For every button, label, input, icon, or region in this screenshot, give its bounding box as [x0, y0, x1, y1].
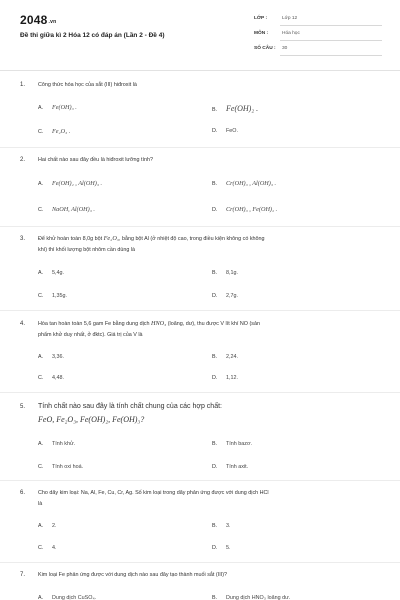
option-b[interactable]: [212, 354, 238, 360]
option-label: B.: [212, 354, 218, 360]
option-text: Dung dịch CuSO₄.: [52, 595, 97, 600]
option-label: D.: [212, 464, 218, 470]
meta-key: LỚP :: [254, 16, 268, 21]
option-label: A.: [38, 105, 44, 111]
option-d[interactable]: [212, 375, 238, 381]
question-text: Tính chất nào sau đây là tính chất chung của các hợp chất:: [38, 403, 222, 410]
option-text: 5.: [226, 545, 231, 551]
question-text: Hai chất nào sau đây đều là hiđroxit lưỡng tính?: [38, 157, 154, 163]
option-c[interactable]: [38, 375, 64, 381]
exam-title: Đề thi giữa kì 2 Hóa 12 có đáp án (Lần 2 - Đề 4): [20, 32, 165, 39]
option-label: C.: [38, 207, 44, 213]
option-text: Fe(OH)₂ .: [226, 104, 259, 113]
question-text: [38, 234, 378, 244]
page-header: [0, 0, 400, 64]
option-d[interactable]: [212, 293, 238, 299]
option-text: Tính khử.: [52, 441, 76, 447]
question-formula: Fe₂O₃: [103, 235, 119, 242]
meta-key: MÔN :: [254, 31, 269, 36]
option-label: A.: [38, 595, 44, 600]
question-separator: [0, 392, 400, 393]
option-text: 2.: [52, 523, 57, 529]
option-c[interactable]: [38, 293, 67, 299]
option-text: 3.: [226, 523, 231, 529]
meta-question-count: [252, 44, 382, 56]
question-formula: FeO, Fe₂O₃, Fe(OH)₂, Fe(OH)₃?: [38, 415, 145, 424]
option-d[interactable]: [212, 464, 248, 470]
option-label: A.: [38, 354, 44, 360]
question-text: [38, 319, 378, 329]
question-7-clip: [0, 570, 400, 600]
meta-value: Lớp 12: [282, 16, 298, 21]
question-text-part: Để khử hoàn toàn 8,0g bột: [38, 236, 103, 242]
option-b[interactable]: [212, 270, 238, 276]
option-d[interactable]: [212, 545, 231, 551]
meta-value: 30: [282, 46, 288, 51]
option-d[interactable]: [212, 128, 238, 134]
option-label: C.: [38, 464, 44, 470]
option-label: D.: [212, 128, 218, 134]
option-text: 3,36.: [52, 354, 64, 360]
option-text: Tính oxi hoá.: [52, 464, 84, 470]
option-label: A.: [38, 441, 44, 447]
option-text: Dung dịch HNO₃ loãng dư.: [226, 595, 291, 600]
question-text: Cho dãy kim loại: Na, Al, Fe, Cu, Cr, Ag. Số kim loại trong dãy phản ứng được với dung dịch HCl: [38, 490, 269, 496]
option-label: C.: [38, 293, 44, 299]
site-logo[interactable]: [20, 13, 56, 27]
meta-class: [252, 14, 382, 26]
question-separator: [0, 310, 400, 311]
question-text-line-2: khí) thì khối lượng bột nhôm cần dùng là: [38, 247, 136, 253]
option-label: A.: [38, 270, 44, 276]
option-label: B.: [212, 270, 218, 276]
question-text-part: , bằng bột Al (ở nhiệt độ cao, trong điều kiện không có không: [118, 236, 265, 242]
option-text: NaOH, Al(OH)₃ .: [52, 206, 95, 213]
logo-text: 2048: [20, 13, 48, 27]
option-label: B.: [212, 107, 218, 113]
question-separator: [0, 226, 400, 227]
option-text: 4,48.: [52, 375, 64, 381]
option-text: FeO.: [226, 128, 238, 134]
question-separator: [0, 480, 400, 481]
question-text: Công thức hóa học của sắt (III) hiđroxit là: [38, 82, 137, 88]
option-a[interactable]: [38, 180, 102, 187]
option-text: Fe(OH)₂ , Al(OH)₃ .: [52, 180, 103, 187]
meta-key: SỐ CÂU :: [254, 46, 276, 51]
option-text: 8,1g.: [226, 270, 238, 276]
option-label: D.: [212, 545, 218, 551]
option-a[interactable]: [38, 523, 57, 529]
option-label: B.: [212, 441, 218, 447]
meta-underline: [280, 55, 382, 56]
option-label: D.: [212, 293, 218, 299]
option-text: Tính bazơ.: [226, 441, 253, 447]
option-label: B.: [212, 523, 218, 529]
question-number: 1.: [20, 82, 26, 88]
option-a[interactable]: [38, 595, 96, 600]
option-text: 1,35g.: [52, 293, 67, 299]
question-text-part: Hòa tan hoàn toàn 5,6 gam Fe bằng dung dịch: [38, 321, 150, 327]
question-separator: [0, 147, 400, 148]
option-text: Fe₂O₃ .: [52, 128, 71, 135]
option-label: B.: [212, 595, 218, 600]
option-label: A.: [38, 523, 44, 529]
option-label: D.: [212, 375, 218, 381]
option-text: 5,4g.: [52, 270, 64, 276]
question-number: 3.: [20, 236, 26, 242]
option-label: B.: [212, 181, 218, 187]
question-number: 5.: [20, 404, 26, 410]
logo-suffix: .vn: [48, 19, 57, 25]
option-label: C.: [38, 545, 44, 551]
option-c[interactable]: [38, 464, 83, 470]
option-label: C.: [38, 375, 44, 381]
option-a[interactable]: [38, 441, 75, 447]
question-text-line-2: phẩm khử duy nhất, ở đktc). Giá trị của V là: [38, 332, 143, 338]
option-label: C.: [38, 129, 44, 135]
option-c[interactable]: [38, 545, 57, 551]
option-b[interactable]: [212, 595, 290, 600]
option-text: Fe(OH)₃ .: [52, 104, 77, 111]
option-text: 1,12.: [226, 375, 238, 381]
question-text-part: (loãng, dư), thu được V lít khí NO (sản: [166, 321, 260, 327]
meta-underline: [280, 40, 382, 41]
option-a[interactable]: [38, 354, 64, 360]
meta-subject: [252, 29, 382, 41]
option-label: D.: [212, 207, 218, 213]
question-text: Kim loại Fe phản ứng được với dung dịch nào sau đây tạo thành muối sắt (III)?: [38, 572, 227, 578]
header-divider: [0, 70, 400, 71]
option-a[interactable]: [38, 270, 64, 276]
option-text: Tính axit.: [226, 464, 249, 470]
option-b[interactable]: [212, 180, 276, 187]
option-text: Cr(OH)₃ , Fe(OH)₂ .: [226, 206, 278, 213]
meta-underline: [280, 25, 382, 26]
question-number: 2.: [20, 157, 26, 163]
question-number: 6.: [20, 490, 26, 496]
question-separator: [0, 562, 400, 563]
option-text: Cr(OH)₃ , Al(OH)₃ .: [226, 180, 277, 187]
option-text: 4.: [52, 545, 57, 551]
option-b[interactable]: [212, 523, 231, 529]
option-text: 2,7g.: [226, 293, 238, 299]
option-b[interactable]: [212, 104, 258, 113]
option-c[interactable]: [38, 206, 95, 213]
question-formulas: [38, 415, 378, 426]
option-label: A.: [38, 181, 44, 187]
option-b[interactable]: [212, 441, 252, 447]
option-a[interactable]: [38, 104, 77, 111]
question-number: 7.: [20, 572, 26, 578]
question-number: 4.: [20, 321, 26, 327]
question-text-line-2: là: [38, 501, 43, 507]
option-text: 2,24.: [226, 354, 238, 360]
option-d[interactable]: [212, 206, 277, 213]
question-formula: HNO₃: [151, 320, 167, 327]
option-c[interactable]: [38, 128, 70, 135]
meta-value: Hóa học: [282, 31, 300, 36]
